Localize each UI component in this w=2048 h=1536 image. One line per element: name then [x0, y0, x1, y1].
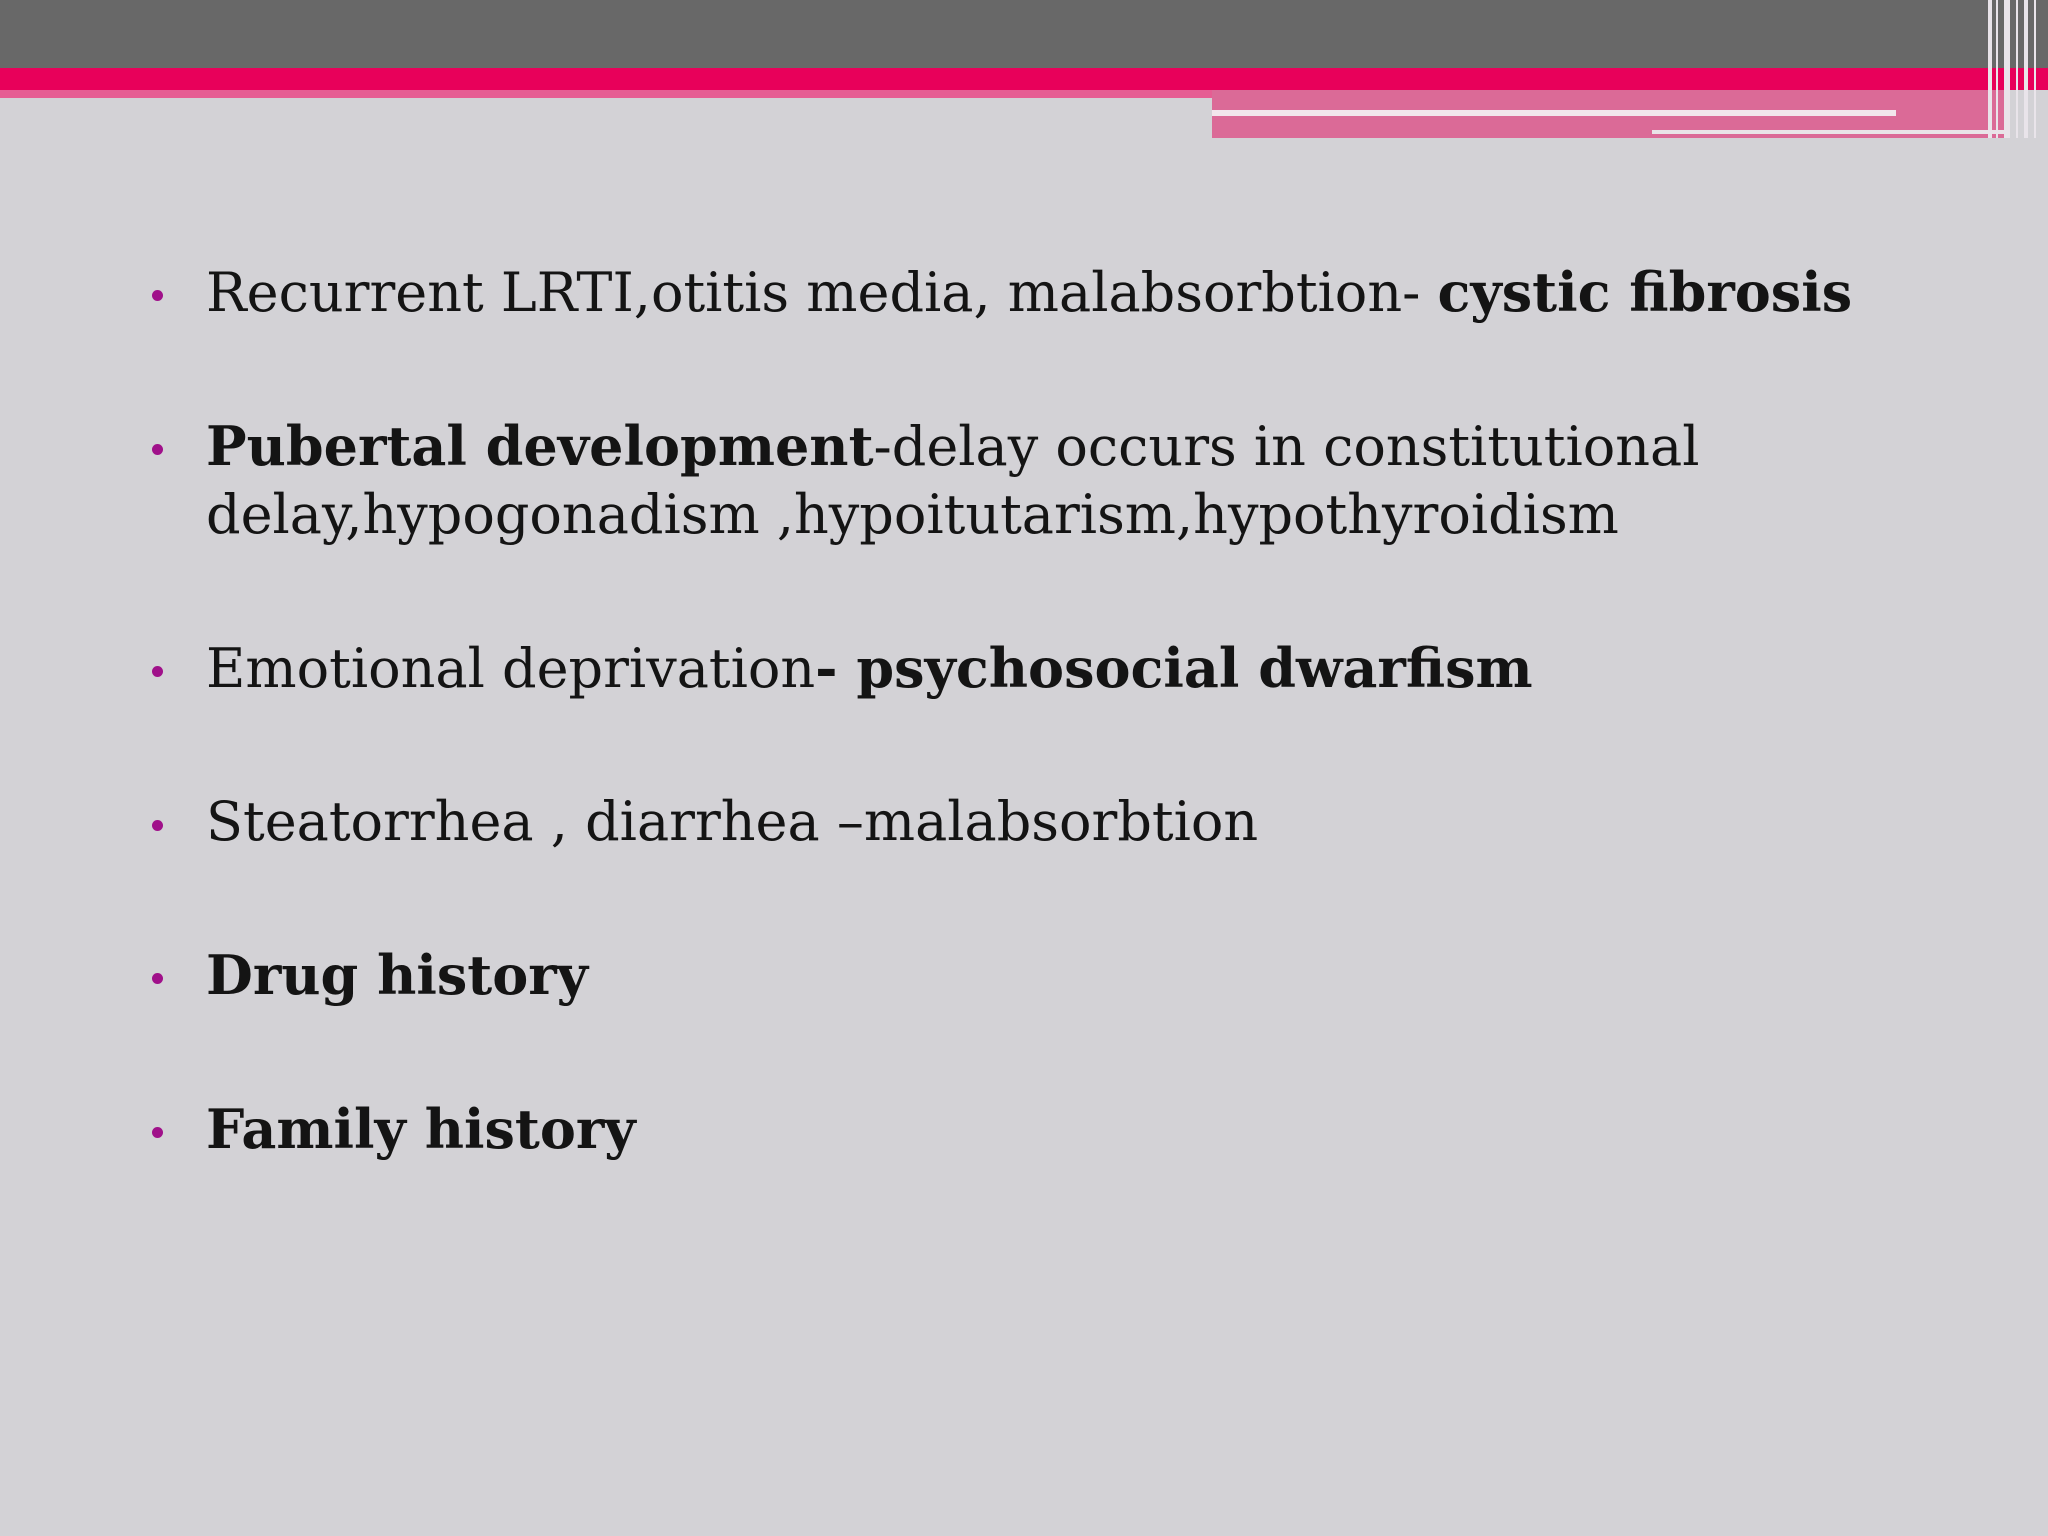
bullet-item: [148, 412, 1968, 549]
bullet-item: [148, 258, 1968, 327]
bullet-emphasis: Family history: [206, 1097, 636, 1161]
top-band: [0, 0, 2048, 68]
pink-accent-band: [0, 68, 2048, 90]
bullet-item: [148, 634, 1968, 703]
bullet-text: Emotional deprivation: [206, 637, 816, 700]
bullet-emphasis: cystic fibrosis: [1437, 260, 1853, 324]
bullet-item: [148, 1095, 1968, 1164]
bullet-text: Steatorrhea , diarrhea –malabsorbtion: [206, 790, 1259, 853]
bullet-emphasis: Pubertal development: [206, 414, 874, 478]
bullet-item: [148, 941, 1968, 1010]
bullet-item: [148, 788, 1968, 856]
bullet-text: Recurrent LRTI,otitis media, malabsorbtion-: [206, 261, 1438, 324]
bullet-emphasis: - psychosocial dwarfism: [815, 636, 1533, 700]
light-line: [1652, 130, 2008, 134]
slide-body: [148, 258, 1968, 1164]
light-line: [1212, 110, 1896, 116]
pink-thin-strip: [0, 90, 1212, 98]
bullet-emphasis: Drug history: [206, 943, 589, 1007]
bullet-text: -delay occurs in constitutional delay,hypogonadism ,hypoitutarism,hypothyroidism: [206, 415, 1700, 546]
